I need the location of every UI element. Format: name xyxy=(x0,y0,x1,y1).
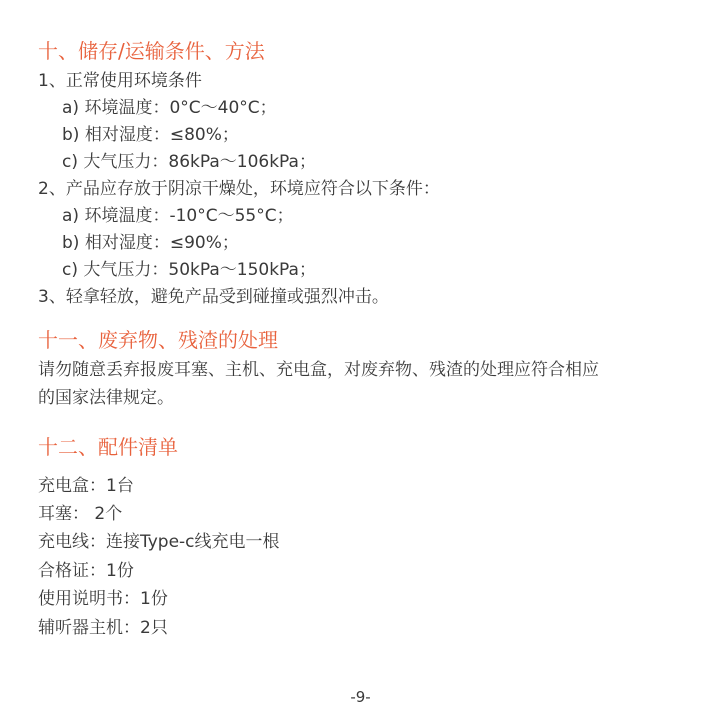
condition-1-pressure: c) 大气压力：86kPa～106kPa； xyxy=(62,152,316,172)
accessory-item: 使用说明书：1份 xyxy=(38,589,168,609)
section-12-title: 十二、配件清单 xyxy=(38,435,178,459)
disposal-text-line-2: 的国家法律规定。 xyxy=(38,388,174,408)
accessory-item: 耳塞： 2个 xyxy=(38,504,123,524)
condition-1-humidity: b) 相对湿度：≤80%； xyxy=(62,125,239,145)
condition-1-temperature: a) 环境温度：0°C～40°C； xyxy=(62,98,277,118)
condition-2-pressure: c) 大气压力：50kPa～150kPa； xyxy=(62,260,316,280)
condition-1-heading: 1、正常使用环境条件 xyxy=(38,71,202,91)
section-10-title: 十、储存/运输条件、方法 xyxy=(38,39,265,63)
accessory-item: 辅听器主机：2只 xyxy=(38,618,168,638)
disposal-text-line-1: 请勿随意丢弃报废耳塞、主机、充电盒，对废弃物、残渣的处理应符合相应 xyxy=(38,360,599,380)
condition-2-temperature: a) 环境温度：-10°C～55°C； xyxy=(62,206,294,226)
accessory-item: 充电线：连接Type-c线充电一根 xyxy=(38,532,280,552)
accessory-item: 充电盒：1台 xyxy=(38,476,134,496)
page-number: -9- xyxy=(350,688,371,706)
condition-2-heading: 2、产品应存放于阴凉干燥处，环境应符合以下条件： xyxy=(38,179,440,199)
condition-3-handling: 3、轻拿轻放，避免产品受到碰撞或强烈冲击。 xyxy=(38,287,389,307)
accessory-item: 合格证：1份 xyxy=(38,561,134,581)
condition-2-humidity: b) 相对湿度：≤90%； xyxy=(62,233,239,253)
section-11-title: 十一、废弃物、残渣的处理 xyxy=(38,328,278,352)
